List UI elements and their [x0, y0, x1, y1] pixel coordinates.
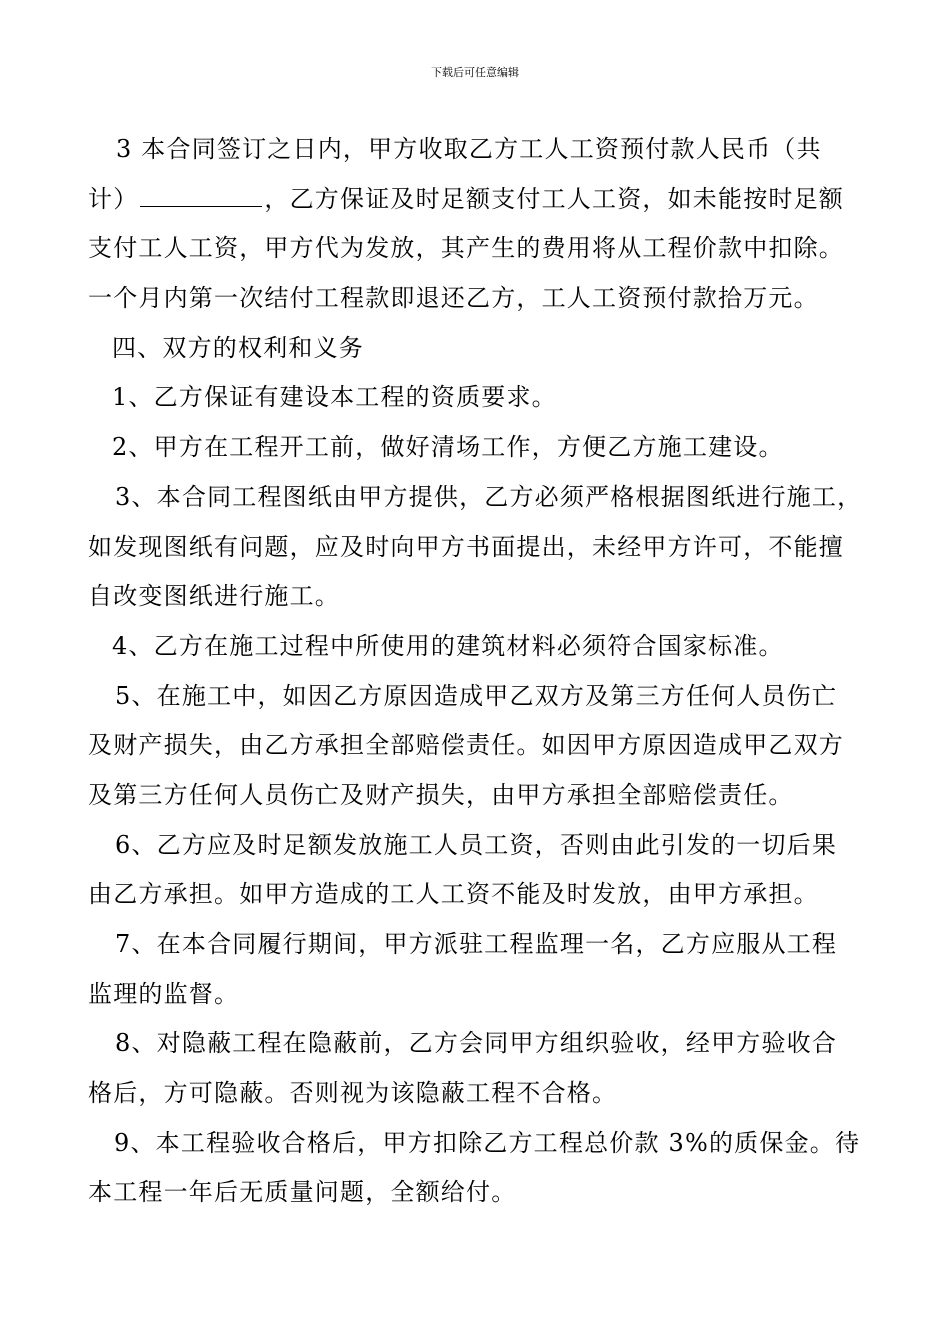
clause-3-line-3: 自改变图纸进行施工。	[88, 582, 340, 611]
clause-5-line-3: 及第三方任何人员伤亡及财产损失，由甲方承担全部赔偿责任。	[88, 780, 794, 809]
fill-in-suffix: ，乙方保证及时足额支付工人工资，如未能按时足额	[264, 184, 845, 213]
section-title: 四、双方的权利和义务	[112, 333, 364, 362]
paragraph-3-line-3: 支付工人工资，甲方代为发放，其产生的费用将从工程价款中扣除。	[88, 234, 844, 263]
clause-8-line-2: 格后，方可隐蔽。否则视为该隐蔽工程不合格。	[88, 1079, 618, 1108]
clause-2: 2、甲方在工程开工前，做好清场工作，方便乙方施工建设。	[112, 433, 784, 462]
clause-7-line-1: 7、在本合同履行期间，甲方派驻工程监理一名，乙方应服从工程	[115, 930, 838, 958]
clause-3-line-2: 如发现图纸有问题，应及时向甲方书面提出，未经甲方许可，不能擅	[88, 532, 844, 561]
clause-4: 4、乙方在施工过程中所使用的建筑材料必须符合国家标准。	[112, 631, 784, 660]
clause-9-line-2: 本工程一年后无质量问题，全额给付。	[88, 1178, 517, 1207]
fill-in-prefix: 计）	[88, 184, 139, 213]
paragraph-3-line-2	[88, 179, 878, 229]
page-header: 下载后可任意编辑	[431, 66, 519, 79]
document-body	[88, 129, 878, 1222]
paragraph-3-line-1: 3 本合同签订之日内，甲方收取乙方工人工资预付款人民币（共	[116, 135, 822, 163]
clause-8-line-1: 8、对隐蔽工程在隐蔽前，乙方会同甲方组织验收，经甲方验收合	[115, 1029, 838, 1058]
clause-5-line-2: 及财产损失，由乙方承担全部赔偿责任。如因甲方原因造成甲乙双方	[88, 731, 844, 760]
clause-9-line-1: 9、本工程验收合格后，甲方扣除乙方工程总价款 3%的质保金。待	[114, 1128, 861, 1157]
paragraph-3-line-4: 一个月内第一次结付工程款即退还乙方，工人工资预付款拾万元。	[88, 284, 819, 313]
clause-6-line-2: 由乙方承担。如甲方造成的工人工资不能及时发放，由甲方承担。	[88, 880, 819, 909]
clause-5-line-1: 5、在施工中，如因乙方原因造成甲乙双方及第三方任何人员伤亡	[115, 681, 838, 710]
clause-7-line-2: 监理的监督。	[88, 979, 240, 1008]
clause-3-line-1: 3、本合同工程图纸由甲方提供，乙方必须严格根据图纸进行施工，	[115, 482, 863, 511]
clause-1: 1、乙方保证有建设本工程的资质要求。	[112, 383, 557, 412]
clause-6-line-1: 6、乙方应及时足额发放施工人员工资，否则由此引发的一切后果	[115, 830, 838, 859]
fill-in-blank[interactable]	[140, 180, 262, 207]
